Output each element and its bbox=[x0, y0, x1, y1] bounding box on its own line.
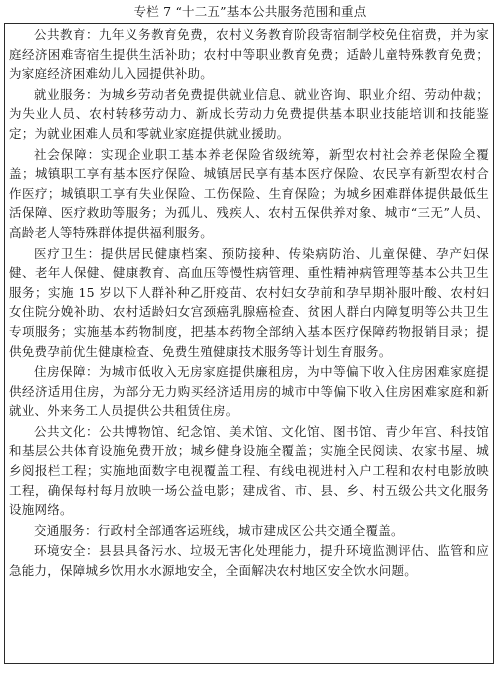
section-text: 为城市低收入无房家庭提供廉租房，为中等偏下收入住房困难家庭提供经济适用住房，为部分无力购买经济适用房的城市中等偏下收入住房困难家庭和新就业、外来务工人员提供公共租赁住房。 bbox=[9, 364, 489, 419]
section-text: 县县具备污水、垃圾无害化处理能力，提升环境监测评估、监管和应急能力，保障城乡饮用水水源地安全，全面解决农村地区安全饮水问题。 bbox=[9, 543, 489, 579]
section-label: 交通服务： bbox=[34, 522, 98, 538]
column-box bbox=[4, 23, 494, 664]
section-text: 公共博物馆、纪念馆、美术馆、文化馆、图书馆、青少年宫、科技馆和基层公共体育设施免费开放；城乡健身设施全覆盖；实施全民阅读、农家书屋、城乡阅报栏工程；实施地面数字电视覆盖工程、有线电视进村入户工程和农村电影放映工程，确保每村每月放映一场公益电影；建成省、市、县、乡、村五级公共文化服务设施网络。 bbox=[9, 423, 489, 518]
section-text: 提供居民健康档案、预防接种、传染病防治、儿童保健、孕产妇保健、老年人保健、健康教育、高血压等慢性病管理、重性精神病管理等基本公共卫生服务；实施 15 岁以下人群补种乙肝疫苗、农村妇女孕前和孕早期补服叶酸、农村妇女住院分娩补助、农村适龄妇女宫颈癌乳腺癌检查、贫困人群白内障复明等公共卫生专项服务；实施基本药物制度，把基本药物全部纳入基本医疗保障药物报销目录；提供免费孕前优生健康检查、免费生殖健康技术服务等计划生育服务。 bbox=[9, 245, 489, 359]
section-text: 为城乡劳动者免费提供就业信息、就业咨询、职业介绍、劳动仲裁；为失业人员、农村转移劳动力、新成长劳动力免费提供基本职业技能培训和技能鉴定；为就业困难人员和零就业家庭提供就业援助。 bbox=[9, 86, 489, 141]
section-label: 环境安全： bbox=[34, 543, 100, 559]
box-title: 专栏 7 “十二五”基本公共服务范围和重点 bbox=[133, 4, 367, 19]
section-housing bbox=[9, 362, 489, 421]
section-label: 住房保障： bbox=[34, 364, 100, 380]
section-label: 就业服务： bbox=[34, 86, 100, 102]
section-employment-services bbox=[9, 85, 489, 144]
section-text: 九年义务教育免费，农村义务教育阶段寄宿制学校免住宿费，并为家庭经济困难寄宿生提供生活补助；农村中等职业教育免费；适龄儿童特殊教育免费；为家庭经济困难幼儿入园提供补助。 bbox=[9, 27, 489, 82]
section-public-education bbox=[9, 25, 489, 84]
section-public-culture bbox=[9, 422, 489, 520]
section-text: 行政村全部通客运班线，城市建成区公共交通全覆盖。 bbox=[97, 522, 404, 538]
section-label: 社会保障： bbox=[34, 146, 102, 162]
section-text: 实现企业职工基本养老保险省级统筹，新型农村社会养老保险全覆盖；城镇职工享有基本医疗保险、城镇居民享有基本医疗保险、农民享有新型农村合作医疗；城镇职工享有失业保险、工伤保险、生育保险；为城乡困难群体提供最低生活保障、医疗救助等服务；为孤儿、残疾人、农村五保供养对象、城市“三无”人员、高龄老人等特殊群体提供福利服务。 bbox=[9, 146, 489, 240]
section-label: 公共教育： bbox=[34, 27, 100, 42]
section-label: 医疗卫生： bbox=[34, 245, 102, 261]
section-social-security bbox=[9, 145, 489, 243]
section-transport bbox=[9, 521, 489, 541]
section-health-care bbox=[9, 244, 489, 362]
section-environment bbox=[9, 541, 489, 580]
section-label: 公共文化： bbox=[34, 423, 100, 439]
